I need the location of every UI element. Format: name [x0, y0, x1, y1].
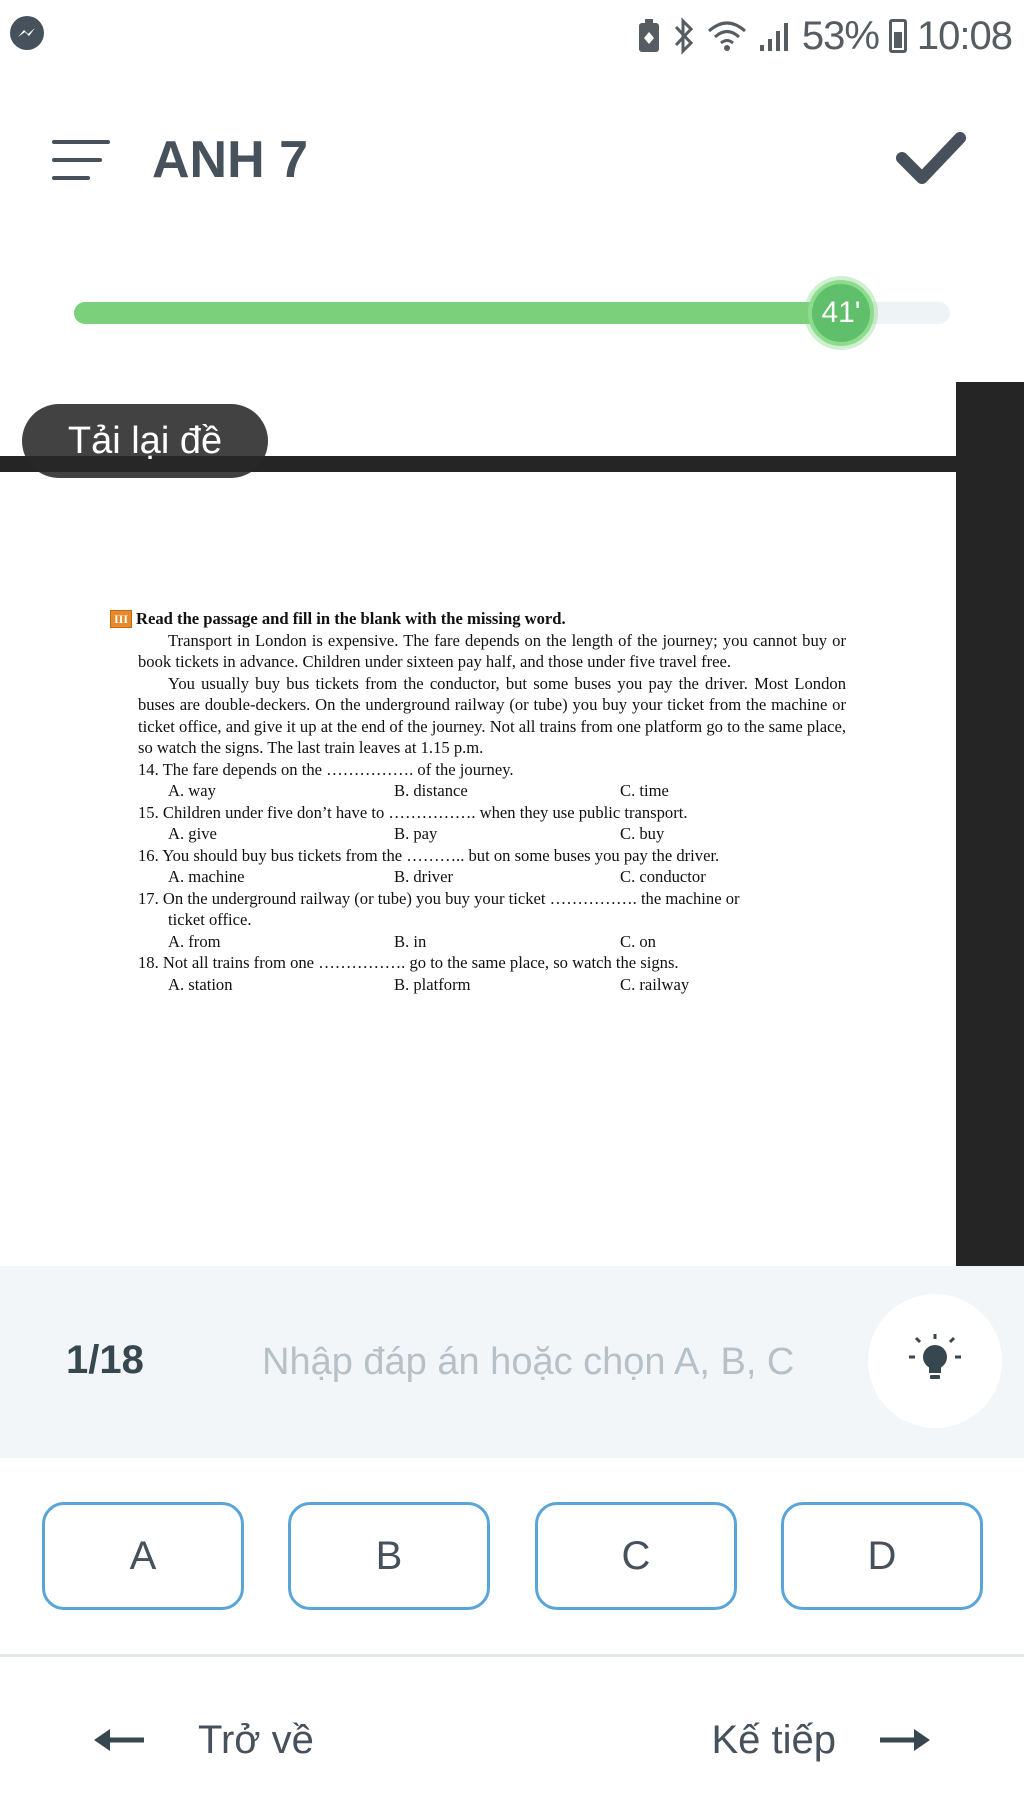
- answer-bar: [0, 1266, 1024, 1458]
- question-options: [138, 931, 846, 953]
- app-header: [0, 100, 1024, 220]
- option-c: C. on: [620, 931, 656, 951]
- option-b: B. distance: [394, 781, 468, 800]
- option-a: A. from: [168, 931, 221, 951]
- exercise-title-text: Read the passage and fill in the blank with the missing word.: [136, 609, 566, 628]
- back-label: Trở về: [198, 1717, 314, 1762]
- wifi-icon: [706, 19, 748, 53]
- choice-b-button[interactable]: B: [288, 1502, 490, 1610]
- option-b: B. driver: [394, 867, 453, 886]
- messenger-icon: [10, 16, 44, 50]
- option-c: C. time: [620, 781, 669, 800]
- question-options: [138, 780, 846, 802]
- signal-icon: [758, 19, 792, 53]
- option-a: A. machine: [168, 867, 245, 886]
- question-16: [110, 845, 846, 888]
- question-text: 15. Children under five don’t have to ……………. when they use public transport.: [138, 802, 688, 822]
- page-title: ANH 7: [152, 131, 309, 189]
- option-a: A. station: [168, 974, 233, 994]
- passage-paragraph: Transport in London is expensive. The fare depends on the length of the journey; you cannot buy or book tickets in advance. Children under sixteen pay half, and those under five travel free.: [138, 630, 846, 671]
- timer-badge: 41': [808, 280, 874, 346]
- section-number-badge: III: [110, 610, 132, 628]
- back-button[interactable]: [92, 1700, 314, 1780]
- checkmark-icon: [896, 128, 966, 188]
- option-b: B. platform: [394, 974, 471, 994]
- question-18: [110, 952, 846, 995]
- reload-exam-button[interactable]: Tải lại đề: [22, 404, 268, 478]
- question-17: [110, 888, 846, 953]
- clock: 10:08: [916, 13, 1012, 58]
- question-15: [110, 802, 846, 845]
- choice-a-button[interactable]: A: [42, 1502, 244, 1610]
- option-a: A. give: [168, 824, 217, 843]
- question-14: [110, 759, 846, 802]
- status-icons: [636, 8, 1012, 64]
- option-c: C. railway: [620, 974, 690, 994]
- question-options: [138, 823, 846, 845]
- status-bar: [0, 0, 1024, 70]
- divider: [0, 1654, 1024, 1657]
- battery-percent: 53%: [801, 13, 879, 58]
- viewer-scroll-edge: [956, 382, 1024, 1266]
- question-text: 18. Not all trains from one ……………. go to the same place, so watch the signs.: [138, 953, 679, 972]
- answer-choices: [0, 1502, 1024, 1612]
- choice-c-button[interactable]: C: [535, 1502, 737, 1610]
- next-button[interactable]: [711, 1700, 932, 1780]
- battery-saver-icon: [636, 18, 662, 54]
- question-options: [138, 974, 846, 996]
- option-c: C. buy: [620, 824, 665, 843]
- option-a: A. way: [168, 781, 216, 800]
- question-text-continued: ticket office.: [168, 910, 252, 929]
- option-b: B. in: [394, 931, 427, 951]
- question-options: [138, 866, 846, 888]
- arrow-left-icon: [92, 1725, 146, 1755]
- timer-progress-fill: [74, 302, 827, 324]
- next-label: Kế tiếp: [711, 1717, 836, 1762]
- option-c: C. conductor: [620, 867, 706, 886]
- lightbulb-icon: [905, 1331, 965, 1391]
- exercise-page: [110, 608, 846, 995]
- passage-paragraph: You usually buy bus tickets from the conductor, but some buses you pay the driver. Most London buses are double-deckers. On the underground railway (or tube) you buy your ticket from the machine or ticket office, and give it up at the end of the journey. Not all trains from one platform go to the same place, so watch the signs. The last train leaves at 1.15 p.m.: [138, 673, 846, 757]
- submit-check-button[interactable]: [896, 128, 966, 188]
- menu-icon[interactable]: [52, 138, 110, 182]
- question-text: 16. You should buy bus tickets from the ……….. but on some buses you pay the driver.: [138, 845, 720, 865]
- question-counter: 1/18: [66, 1338, 144, 1382]
- bluetooth-icon: [672, 17, 696, 55]
- exercise-title: [110, 608, 846, 630]
- bottom-nav: [0, 1700, 1024, 1780]
- hint-button[interactable]: [868, 1294, 1002, 1428]
- battery-icon: [889, 19, 907, 53]
- choice-d-button[interactable]: D: [781, 1502, 983, 1610]
- arrow-right-icon: [878, 1725, 932, 1755]
- option-b: B. pay: [394, 824, 438, 843]
- question-text: 14. The fare depends on the ……………. of the journey.: [138, 759, 514, 779]
- question-text: 17. On the underground railway (or tube) you buy your ticket ……………. the machine or: [138, 888, 740, 908]
- answer-input[interactable]: [262, 1326, 822, 1398]
